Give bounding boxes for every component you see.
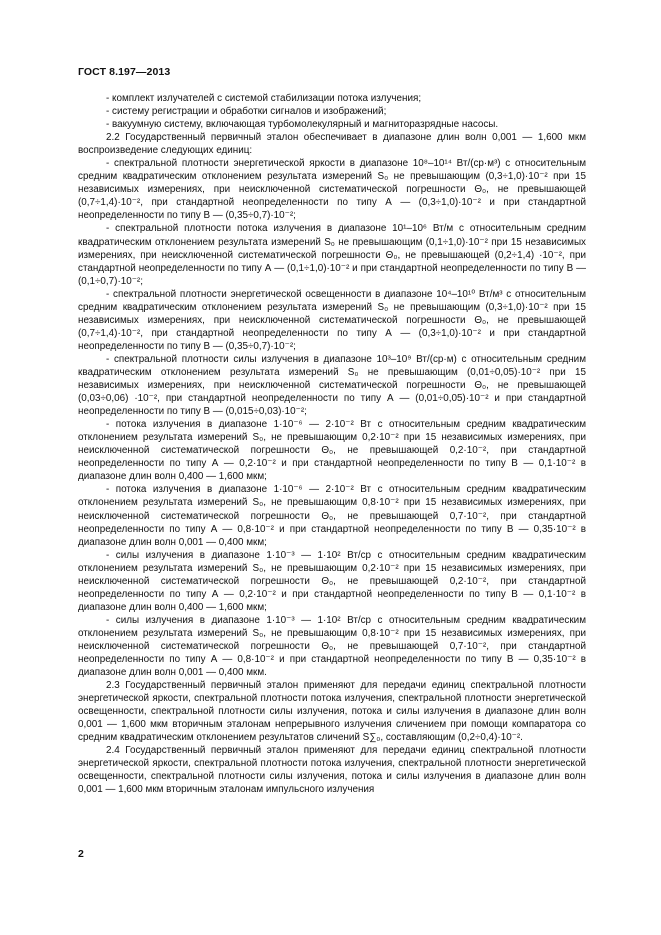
document-body [78,92,586,797]
list-item: - спектральной плотности энергетической яркости в диапазоне 10⁸–10¹⁴ Вт/(ср·м³) с относительным средним квадратическим отклонением результата измерений S₀ не превышающим (0,3÷1,0)·10⁻² при 15 независимых измерениях, при неисключенной систематической погрешности Θ₀, не превышающей (0,7÷1,4)·10⁻², при стандартной неопределенности по типу А — (0,3÷1,0)·10⁻² и при стандартной неопределенности по типу В — (0,35÷0,7)·10⁻²; [78,158,586,222]
list-item: - силы излучения в диапазоне 1·10⁻³ — 1·10² Вт/ср с относительным средним квадратическим отклонением результата измерений S₀, не превышающим 0,8·10⁻² при 15 независимых измерениях, при неисключенной систематической погрешности Θ₀, не превышающей 0,7·10⁻², при стандартной неопределенности по типу А — 0,8·10⁻² и при стандартной неопределенности по типу В — 0,35·10⁻² в диапазоне длин волн 0,001 — 0,400 мкм. [78,614,586,679]
list-item: - спектральной плотности потока излучения в диапазоне 10¹–10⁶ Вт/м с относительным средним квадратическим отклонением результата измерений S₀ не превышающим (0,1÷1,0)·10⁻² при 15 независимых измерениях, при неисключенной систематической погрешности Θ₀, не превышающей (0,2÷1,4) ·10⁻², при стандартной неопределенности по типу А — (0,1÷1,0)·10⁻² и при стандартной неопределенности по типу В — (0,1÷0,7)·10⁻²; [78,223,586,287]
clause-2-4: 2.4 Государственный первичный эталон применяют для передачи единиц спектральной плотности энергетической яркости, спектральной плотности потока излучения, спектральной плотности энергетической освещенности, спектральной плотности силы излучения, потока и силы излучения в диапазоне длин волн 0,001 — 1,600 мкм вторичным эталонам импульсного излучения [78,745,586,796]
clause-2-3: 2.3 Государственный первичный эталон применяют для передачи единиц спектральной плотности энергетической яркости, спектральной плотности потока излучения, спектральной плотности энергетической освещенности, спектральной плотности силы излучения, потока и силы излучения в диапазоне длин волн 0,001 — 1,600 мкм вторичным эталонам непрерывного излучения сличением при помощи компаратора со средним квадратическим отклонением результатов сличений S∑₀, составляющим (0,2÷0,4)·10⁻². [78,680,586,744]
list-item: - спектральной плотности энергетической освещенности в диапазоне 10⁴–10¹⁰ Вт/м³ с относительным средним квадратическим отклонением результата измерений S₀ не превышающим (0,3÷1,0)·10⁻² при 15 независимых измерениях, при неисключенной систематической погрешности Θ₀, не превышающей (0,7÷1,4)·10⁻², при стандартной неопределенности по типу А — (0,3÷1,0)·10⁻² и при стандартной неопределенности по типу В — (0,35÷0,7)·10⁻²; [78,288,586,352]
standard-header: ГОСТ 8.197—2013 [78,66,171,78]
list-item: - комплект излучателей с системой стабилизации потока излучения; [106,93,422,104]
list-item: - вакуумную систему, включающая турбомолекулярный и магниторазрядные насосы. [106,119,499,131]
list-item: - потока излучения в диапазоне 1·10⁻⁶ — 2·10⁻² Вт с относительным средним квадратическим отклонением результата измерений S₀, не превышающим 0,8·10⁻² при 15 независимых измерениях, при неисключенной систематической погрешности Θ₀, не превышающей 0,7·10⁻², при стандартной неопределенности по типу А — 0,8·10⁻² и при стандартной неопределенности по типу В — 0,35·10⁻² в диапазоне длин волн 0,001 — 0,400 мкм; [78,484,586,548]
list-item: - систему регистрации и обработки сигналов и изображений; [106,106,387,118]
clause-2-2: 2.2 Государственный первичный эталон обеспечивает в диапазоне длин волн 0,001 — 1,600 мкм воспроизведение следующих единиц: [78,132,586,157]
list-item: - спектральной плотности силы излучения в диапазоне 10³–10⁹ Вт/(ср·м) с относительным средним квадратическим отклонением результата измерений S₀ не превышающим (0,01÷0,05)·10⁻² при 15 независимых измерениях, при неисключенной систематической погрешности Θ₀, не превышающей (0,03÷0,06) ·10⁻², при стандартной неопределенности по типу А — (0,01÷0,05)·10⁻² и при стандартной неопределенности по типу В — (0,015÷0,03)·10⁻²; [78,353,586,418]
list-item: - силы излучения в диапазоне 1·10⁻³ — 1·10² Вт/ср с относительным средним квадратическим отклонением результата измерений S₀, не превышающим 0,2·10⁻² при 15 независимых измерениях, при неисключенной систематической погрешности Θ₀, не превышающей 0,2·10⁻², при стандартной неопределенности по типу А — 0,2·10⁻² и при стандартной неопределенности по типу В — 0,1·10⁻² в диапазоне длин волн 0,400 — 1,600 мкм; [78,549,586,613]
list-item: - потока излучения в диапазоне 1·10⁻⁶ — 2·10⁻² Вт с относительным средним квадратическим отклонением результата измерений S₀, не превышающим 0,2·10⁻² при 15 независимых измерениях, при неисключенной систематической погрешности Θ₀, не превышающей 0,2·10⁻², при стандартной неопределенности по типу А — 0,2·10⁻² и при стандартной неопределенности по типу В — 0,1·10⁻² в диапазоне длин волн 0,400 — 1,600 мкм; [78,419,586,483]
page-number: 2 [78,848,84,860]
